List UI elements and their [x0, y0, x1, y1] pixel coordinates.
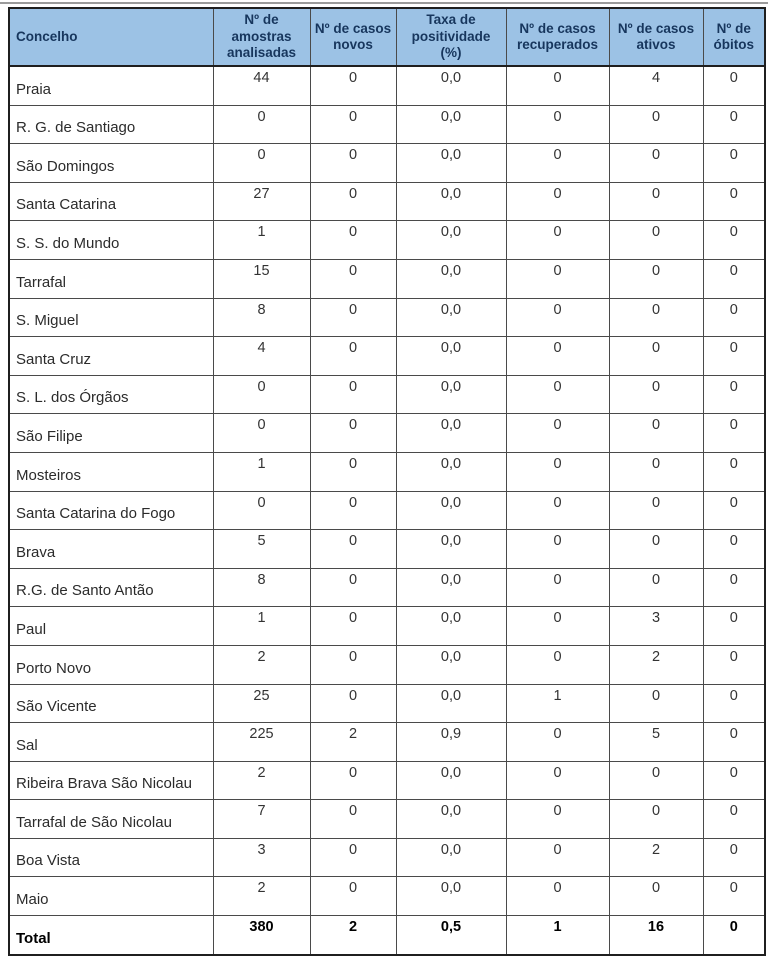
- value-cell: 0: [506, 530, 609, 569]
- column-header: Nº de casos recuperados: [506, 8, 609, 66]
- value-cell: 0: [609, 144, 703, 183]
- value-cell: 0: [609, 221, 703, 260]
- value-cell: 0: [310, 259, 396, 298]
- value-cell: 0: [609, 414, 703, 453]
- column-header: Nº de casos ativos: [609, 8, 703, 66]
- value-cell: 0: [310, 645, 396, 684]
- value-cell: 0,0: [396, 607, 506, 646]
- table-row: [9, 723, 765, 762]
- total-label-cell: Total: [9, 916, 213, 955]
- value-cell: 2: [609, 645, 703, 684]
- value-cell: 0: [506, 414, 609, 453]
- value-cell: 1: [213, 452, 310, 491]
- value-cell: 0: [213, 105, 310, 144]
- value-cell: 380: [213, 916, 310, 955]
- total-row: [9, 916, 765, 955]
- value-cell: 0: [506, 761, 609, 800]
- value-cell: 0: [609, 298, 703, 337]
- value-cell: 0: [609, 800, 703, 839]
- value-cell: 0: [703, 144, 765, 183]
- table-row: [9, 105, 765, 144]
- value-cell: 0,0: [396, 105, 506, 144]
- concelho-name-cell: Santa Cruz: [9, 337, 213, 376]
- value-cell: 0: [310, 66, 396, 105]
- value-cell: 0: [609, 259, 703, 298]
- concelho-name-cell: Santa Catarina: [9, 182, 213, 221]
- value-cell: 0: [506, 66, 609, 105]
- value-cell: 0,0: [396, 761, 506, 800]
- table-row: [9, 452, 765, 491]
- value-cell: 0,5: [396, 916, 506, 955]
- value-cell: 2: [310, 723, 396, 762]
- concelho-name-cell: Brava: [9, 530, 213, 569]
- value-cell: 0,0: [396, 838, 506, 877]
- table-row: [9, 800, 765, 839]
- table-row: [9, 491, 765, 530]
- value-cell: 0: [703, 491, 765, 530]
- value-cell: 44: [213, 66, 310, 105]
- value-cell: 0: [506, 221, 609, 260]
- value-cell: 0: [609, 337, 703, 376]
- table-row: [9, 298, 765, 337]
- concelho-name-cell: Tarrafal: [9, 259, 213, 298]
- table-header-row: [9, 8, 765, 66]
- value-cell: 0: [310, 607, 396, 646]
- value-cell: 0: [703, 66, 765, 105]
- table-row: [9, 182, 765, 221]
- table-row: [9, 568, 765, 607]
- table-row: [9, 66, 765, 105]
- concelho-name-cell: São Domingos: [9, 144, 213, 183]
- value-cell: 0: [703, 182, 765, 221]
- value-cell: 0,0: [396, 684, 506, 723]
- concelho-name-cell: S. L. dos Órgãos: [9, 375, 213, 414]
- value-cell: 0,0: [396, 877, 506, 916]
- value-cell: 0,0: [396, 337, 506, 376]
- value-cell: 25: [213, 684, 310, 723]
- value-cell: 1: [213, 221, 310, 260]
- value-cell: 0: [310, 182, 396, 221]
- value-cell: 0: [609, 684, 703, 723]
- value-cell: 0: [506, 645, 609, 684]
- concelho-name-cell: Ribeira Brava São Nicolau: [9, 761, 213, 800]
- value-cell: 0: [703, 105, 765, 144]
- concelho-name-cell: Paul: [9, 607, 213, 646]
- value-cell: 0: [506, 491, 609, 530]
- value-cell: 1: [213, 607, 310, 646]
- value-cell: 0,0: [396, 259, 506, 298]
- column-header: Nº de óbitos: [703, 8, 765, 66]
- table-row: [9, 877, 765, 916]
- concelho-name-cell: Maio: [9, 877, 213, 916]
- value-cell: 0: [703, 530, 765, 569]
- value-cell: 0,0: [396, 800, 506, 839]
- value-cell: 0: [703, 800, 765, 839]
- value-cell: 0: [506, 877, 609, 916]
- concelho-data-table-container: [8, 7, 764, 956]
- value-cell: 0,0: [396, 568, 506, 607]
- concelho-name-cell: São Filipe: [9, 414, 213, 453]
- value-cell: 0: [310, 491, 396, 530]
- concelho-name-cell: Praia: [9, 66, 213, 105]
- concelho-name-cell: Tarrafal de São Nicolau: [9, 800, 213, 839]
- concelho-name-cell: Mosteiros: [9, 452, 213, 491]
- value-cell: 0: [310, 105, 396, 144]
- value-cell: 0: [506, 838, 609, 877]
- value-cell: 0: [310, 877, 396, 916]
- value-cell: 0: [703, 414, 765, 453]
- value-cell: 2: [213, 761, 310, 800]
- value-cell: 0,0: [396, 298, 506, 337]
- value-cell: 0: [506, 375, 609, 414]
- value-cell: 0: [703, 684, 765, 723]
- value-cell: 0: [310, 144, 396, 183]
- value-cell: 0,0: [396, 414, 506, 453]
- value-cell: 0: [213, 414, 310, 453]
- value-cell: 0: [506, 607, 609, 646]
- value-cell: 0: [609, 105, 703, 144]
- value-cell: 0: [310, 684, 396, 723]
- table-row: [9, 684, 765, 723]
- value-cell: 1: [506, 916, 609, 955]
- value-cell: 0: [609, 182, 703, 221]
- value-cell: 2: [310, 916, 396, 955]
- value-cell: 27: [213, 182, 310, 221]
- value-cell: 0: [506, 144, 609, 183]
- value-cell: 0,9: [396, 723, 506, 762]
- concelho-name-cell: Santa Catarina do Fogo: [9, 491, 213, 530]
- value-cell: 0: [506, 800, 609, 839]
- value-cell: 0: [506, 723, 609, 762]
- value-cell: 0: [213, 375, 310, 414]
- value-cell: 2: [609, 838, 703, 877]
- table-row: [9, 144, 765, 183]
- column-header: Nº de amostras analisadas: [213, 8, 310, 66]
- value-cell: 0: [703, 645, 765, 684]
- value-cell: 16: [609, 916, 703, 955]
- column-header: Nº de casos novos: [310, 8, 396, 66]
- value-cell: 2: [213, 645, 310, 684]
- value-cell: 0: [310, 530, 396, 569]
- value-cell: 0: [609, 491, 703, 530]
- concelho-name-cell: R.G. de Santo Antão: [9, 568, 213, 607]
- value-cell: 3: [609, 607, 703, 646]
- value-cell: 8: [213, 298, 310, 337]
- concelho-name-cell: Boa Vista: [9, 838, 213, 877]
- value-cell: 0: [703, 568, 765, 607]
- value-cell: 0: [310, 414, 396, 453]
- value-cell: 0,0: [396, 66, 506, 105]
- concelho-name-cell: São Vicente: [9, 684, 213, 723]
- value-cell: 8: [213, 568, 310, 607]
- value-cell: 0: [703, 298, 765, 337]
- value-cell: 0: [703, 916, 765, 955]
- value-cell: 0: [506, 337, 609, 376]
- value-cell: 0: [310, 838, 396, 877]
- value-cell: 0: [506, 452, 609, 491]
- table-row: [9, 838, 765, 877]
- table-row: [9, 607, 765, 646]
- value-cell: 0,0: [396, 182, 506, 221]
- value-cell: 0: [609, 877, 703, 916]
- value-cell: 0: [506, 298, 609, 337]
- value-cell: 0,0: [396, 144, 506, 183]
- value-cell: 0: [310, 337, 396, 376]
- value-cell: 0: [213, 144, 310, 183]
- value-cell: 0: [703, 259, 765, 298]
- value-cell: 0,0: [396, 491, 506, 530]
- value-cell: 0: [310, 375, 396, 414]
- table-row: [9, 337, 765, 376]
- column-header: Concelho: [9, 8, 213, 66]
- value-cell: 0: [703, 337, 765, 376]
- value-cell: 1: [506, 684, 609, 723]
- value-cell: 5: [609, 723, 703, 762]
- value-cell: 0: [310, 761, 396, 800]
- value-cell: 2: [213, 877, 310, 916]
- value-cell: 0: [703, 221, 765, 260]
- value-cell: 0,0: [396, 452, 506, 491]
- concelho-data-table: [8, 7, 766, 956]
- concelho-name-cell: S. Miguel: [9, 298, 213, 337]
- concelho-name-cell: Sal: [9, 723, 213, 762]
- value-cell: 3: [213, 838, 310, 877]
- value-cell: 0: [703, 723, 765, 762]
- table-row: [9, 414, 765, 453]
- table-row: [9, 645, 765, 684]
- value-cell: 0: [213, 491, 310, 530]
- value-cell: 0: [609, 530, 703, 569]
- value-cell: 15: [213, 259, 310, 298]
- value-cell: 0: [609, 375, 703, 414]
- value-cell: 0: [703, 761, 765, 800]
- value-cell: 0: [310, 568, 396, 607]
- value-cell: 0: [506, 259, 609, 298]
- value-cell: 0: [310, 800, 396, 839]
- value-cell: 225: [213, 723, 310, 762]
- value-cell: 0: [310, 298, 396, 337]
- table-row: [9, 259, 765, 298]
- value-cell: 0: [506, 182, 609, 221]
- value-cell: 0: [506, 568, 609, 607]
- value-cell: 0: [703, 375, 765, 414]
- value-cell: 0: [703, 838, 765, 877]
- value-cell: 0: [310, 221, 396, 260]
- value-cell: 0: [703, 877, 765, 916]
- value-cell: 0: [506, 105, 609, 144]
- value-cell: 4: [609, 66, 703, 105]
- column-header: Taxa de positividade (%): [396, 8, 506, 66]
- value-cell: 0,0: [396, 530, 506, 569]
- concelho-name-cell: Porto Novo: [9, 645, 213, 684]
- value-cell: 0: [703, 607, 765, 646]
- table-row: [9, 221, 765, 260]
- value-cell: 7: [213, 800, 310, 839]
- concelho-name-cell: R. G. de Santiago: [9, 105, 213, 144]
- value-cell: 0: [703, 452, 765, 491]
- value-cell: 0,0: [396, 375, 506, 414]
- value-cell: 0,0: [396, 645, 506, 684]
- table-row: [9, 530, 765, 569]
- table-row: [9, 761, 765, 800]
- value-cell: 0: [609, 568, 703, 607]
- value-cell: 0: [609, 761, 703, 800]
- value-cell: 4: [213, 337, 310, 376]
- value-cell: 0,0: [396, 221, 506, 260]
- top-divider-rule: [0, 2, 768, 4]
- value-cell: 0: [310, 452, 396, 491]
- table-row: [9, 375, 765, 414]
- value-cell: 0: [609, 452, 703, 491]
- value-cell: 5: [213, 530, 310, 569]
- concelho-name-cell: S. S. do Mundo: [9, 221, 213, 260]
